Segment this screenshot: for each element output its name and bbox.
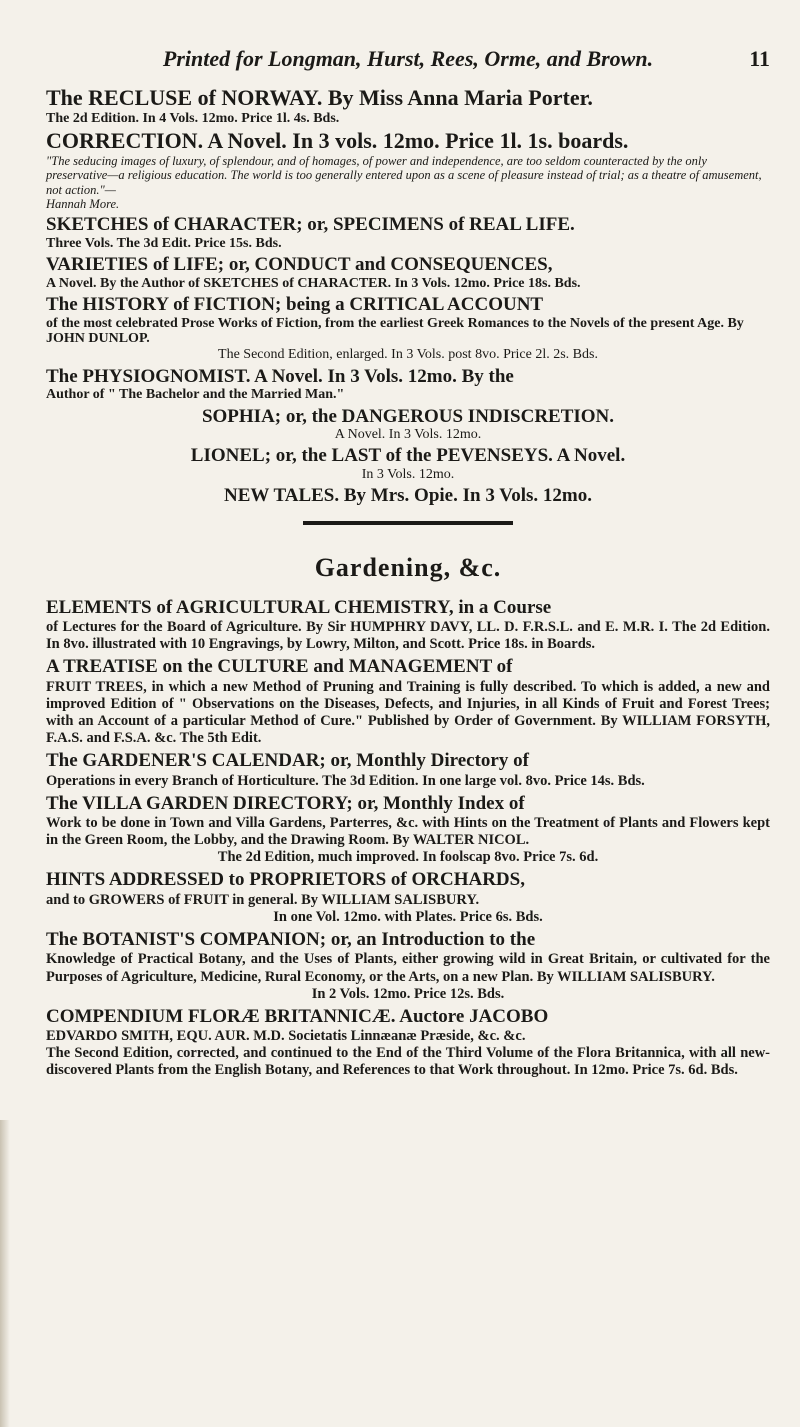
section-divider [303,521,513,525]
entry-title: SOPHIA; or, the DANGEROUS INDISCRETION. [201,405,615,427]
list-item [46,254,770,291]
entry-description: EDVARDO SMITH, EQU. AUR. M.D. Societatis Linnæanæ Præside, &c. &c. [46,1028,526,1045]
list-item [46,597,770,654]
entry-description: FRUIT TREES, in which a new Method of Pruning and Training is fully described. To which is added, a new and improved Edition of " Observations on the Diseases, Defects, and Injuries, in all Kinds of Fruit and Forest Trees; with an Account of a particular Method of Cure." Published by Order of Government. By WILLIAM FORSYTH, F.A.S. and F.S.A. &c. The 5th Edit. [46,678,770,747]
entry-description: Knowledge of Practical Botany, and the Uses of Plants, either growing wild in Great Britain, or cultivated for the Purposes of Agriculture, Medicine, Rural Economy, or the Arts, on a new Plan. By WILLIAM SALISBURY. [46,951,770,985]
list-item [46,366,770,403]
entry-title: The PHYSIOGNOMIST. A Novel. In 3 Vols. 12mo. By the [46,365,514,387]
running-head [46,46,770,86]
entry-detail: A Novel. By the Author of SKETCHES of CHARACTER. In 3 Vols. 12mo. Price 18s. Bds. [46,275,581,291]
entry-title: NEW TALES. By Mrs. Opie. In 3 Vols. 12mo. [224,485,592,507]
list-item [46,129,770,211]
list-item [46,1006,770,1080]
entry-edition: In 2 Vols. 12mo. Price 12s. Bds. [311,985,505,1002]
entry-title: SKETCHES of CHARACTER; or, SPECIMENS of REAL LIFE. [46,214,575,236]
entry-title: HINTS ADDRESSED to PROPRIETORS of ORCHARDS, [46,869,525,891]
entry-detail: The 2d Edition. In 4 Vols. 12mo. Price 1l. 4s. Bds. [46,110,340,126]
list-item [46,750,770,790]
entry-edition: The Second Edition, corrected, and continued to the End of the Third Volume of the Flora Britannica, with all new-discovered Plants from the English Botany, and References to that Work throughout. In 12mo. Price 7s. 6d. Bds. [46,1045,770,1079]
entry-title: The HISTORY of FICTION; being a CRITICAL ACCOUNT [46,294,544,316]
catalogue-page [46,0,770,1082]
entry-description: and to GROWERS of FRUIT in general. By WILLIAM SALISBURY. [46,891,480,908]
entry-edition: The 2d Edition, much improved. In foolscap 8vo. Price 7s. 6d. [217,849,599,866]
entry-quote: "The seducing images of luxury, of splendour, and of homages, of power and independence, are too seldom counteracted by the only preservative—a religious education. The world is too generally entered upon as a scene of pleasure instead of trial; as a theatre of amusement, not action."— [46,153,762,197]
list-item [46,929,770,1003]
list-item [46,294,770,362]
entry-title: The RECLUSE of NORWAY. By Miss Anna Maria Porter. [46,85,593,110]
page-number: 11 [749,46,770,71]
list-item [46,656,770,747]
entry-detail: of the most celebrated Prose Works of Fiction, from the earliest Greek Romances to the Novels of the present Age. By JOHN DUNLOP. [46,315,744,347]
list-item [46,793,770,867]
entry-title: ELEMENTS of AGRICULTURAL CHEMISTRY, in a Course [46,596,552,618]
entry-title: CORRECTION. A Novel. In 3 vols. 12mo. Price 1l. 1s. boards. [46,128,629,154]
entry-description: Work to be done in Town and Villa Gardens, Parterres, &c. with Hints on the Treatment of Plants and Flowers kept in the Green Room, the Lobby, and the Drawing Room. By WALTER NICOL. [46,815,770,849]
publisher-line: Printed for Longman, Hurst, Rees, Orme, and Brown. [162,46,654,71]
list-item [46,406,770,443]
list-item [46,485,770,506]
page-edge-shadow [0,1120,10,1427]
entry-detail: A Novel. In 3 Vols. 12mo. [334,426,482,442]
entry-quote-source: Hannah More. [46,197,120,212]
entry-detail: Author of " The Bachelor and the Married Man." [46,386,345,402]
entry-title: COMPENDIUM FLORÆ BRITANNICÆ. Auctore JACOBO [46,1005,549,1027]
entry-title: LIONEL; or, the LAST of the PEVENSEYS. A Novel. [190,445,626,467]
list-item [46,445,770,482]
entry-detail: Three Vols. The 3d Edit. Price 15s. Bds. [46,235,282,251]
entry-title: The BOTANIST'S COMPANION; or, an Introduction to the [46,929,536,950]
section-heading: Gardening, &c. [314,552,502,582]
entry-description: of Lectures for the Board of Agriculture. By Sir HUMPHRY DAVY, LL. D. F.R.S.L. and E. M.R. I. The 2d Edition. In 8vo. illustrated with 10 Engravings, by Lowry, Milton, and Scott. Price 18s. in Boards. [46,619,770,653]
entry-title: The GARDENER'S CALENDAR; or, Monthly Directory of [46,750,529,772]
list-item [46,214,770,251]
entry-detail-edition: The Second Edition, enlarged. In 3 Vols. post 8vo. Price 2l. 2s. Bds. [218,346,598,362]
entry-title: VARIETIES of LIFE; or, CONDUCT and CONSEQUENCES, [46,254,553,276]
entry-edition: In one Vol. 12mo. with Plates. Price 6s. Bds. [273,908,543,925]
list-item [46,869,770,926]
entry-title: The VILLA GARDEN DIRECTORY; or, Monthly Index of [46,792,525,814]
entry-title: A TREATISE on the CULTURE and MANAGEMENT of [46,656,513,678]
entry-description: Operations in every Branch of Horticulture. The 3d Edition. In one large vol. 8vo. Price 14s. Bds. [46,772,645,789]
list-item [46,86,770,126]
entry-detail: In 3 Vols. 12mo. [361,466,455,482]
